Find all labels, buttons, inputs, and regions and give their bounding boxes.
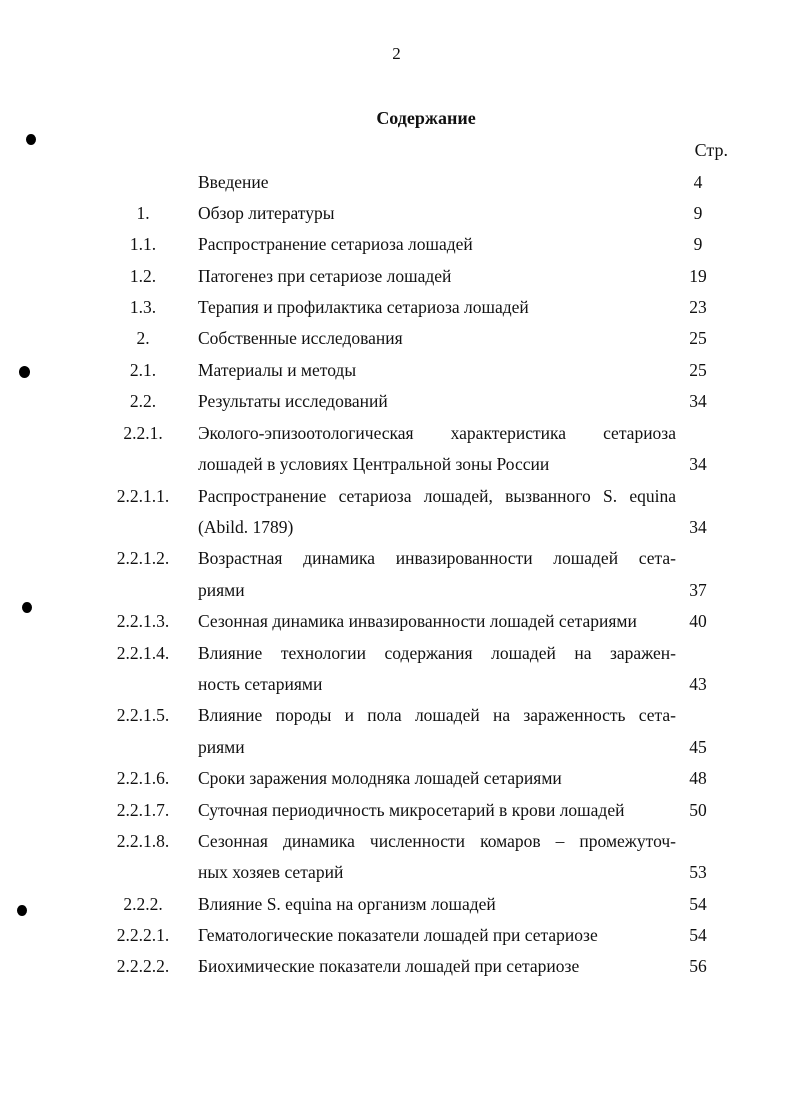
toc-entry (0, 951, 793, 982)
toc-entry (0, 795, 793, 826)
page-column-label: Стр. (694, 140, 728, 160)
toc-entry (0, 889, 793, 920)
toc-entry (0, 323, 793, 354)
toc-entry-title: Сезонная динамика численности комаров – промежуточ- (198, 831, 676, 851)
toc-entry-page: 23 (689, 297, 707, 317)
toc-entry (0, 481, 793, 512)
toc-entry-title: ность сетариями (198, 674, 323, 694)
toc-entry-page: 4 (693, 172, 703, 192)
toc-entry-title: лошадей в условиях Центральной зоны России (198, 454, 550, 474)
toc-entry-title: (Abild. 1789) (198, 517, 294, 537)
toc-entry-title: Введение (198, 172, 269, 192)
toc-entry-page: 40 (689, 611, 707, 631)
toc-entry (0, 826, 793, 857)
toc-entry-page: 56 (689, 956, 707, 976)
toc-entry (0, 638, 793, 669)
toc-entry-page: 50 (689, 800, 707, 820)
toc-entry-continuation (0, 732, 793, 763)
toc-entry-title: Распространение сетариоза лошадей, вызванного S. equina (198, 486, 676, 506)
toc-entry (0, 920, 793, 951)
scan-blot (19, 366, 30, 378)
toc-entry-number: 2.2.2.2. (116, 956, 170, 976)
toc-entry-continuation (0, 575, 793, 606)
toc-entry-title: Сроки заражения молодняка лошадей сетариями (198, 768, 562, 788)
toc-entry-number: 2.2. (129, 391, 157, 411)
toc-entry-title: Гематологические показатели лошадей при сетариозе (198, 925, 598, 945)
toc-entry-title: Результаты исследований (198, 391, 388, 411)
toc-entry (0, 700, 793, 731)
toc-entry-continuation (0, 669, 793, 700)
toc-entry-title: Сезонная динамика инвазированности лошадей сетариями (198, 611, 637, 631)
toc-entry-title: Эколого-эпизоотологическая характеристика сетариоза (198, 423, 676, 443)
toc-entry-page: 45 (689, 737, 707, 757)
toc-entry (0, 261, 793, 292)
toc-entry-title: Патогенез при сетариозе лошадей (198, 266, 452, 286)
toc-entry-number: 2.2.1.5. (116, 705, 170, 725)
toc-entry-number: 2.2.1.6. (116, 768, 170, 788)
toc-entry-number: 2.2.1.4. (116, 643, 170, 663)
toc-entry-page: 53 (689, 862, 707, 882)
toc-entry-title: Возрастная динамика инвазированности лошадей сета- (198, 548, 676, 568)
toc-entry-page: 19 (689, 266, 707, 286)
toc-entry-number: 2.2.1.8. (116, 831, 170, 851)
toc-entry-number: 2.2.1.2. (116, 548, 170, 568)
toc-entry-title: ных хозяев сетарий (198, 862, 344, 882)
toc-title: Содержание (376, 108, 476, 128)
toc-entry-page: 37 (689, 580, 707, 600)
toc-entry (0, 167, 793, 198)
toc-entry-number: 2.2.1.3. (116, 611, 170, 631)
toc-entry-title: Влияние породы и пола лошадей на зараженность сета- (198, 705, 676, 725)
toc-entry-page: 34 (689, 454, 707, 474)
toc-entry-number: 2.1. (129, 360, 157, 380)
toc-entry-title: Влияние S. equina на организм лошадей (198, 894, 496, 914)
toc-entry-continuation (0, 449, 793, 480)
toc-entry-page: 48 (689, 768, 707, 788)
toc-entry-title: Суточная периодичность микросетарий в крови лошадей (198, 800, 625, 820)
toc-entry-number: 2.2.1. (123, 423, 163, 443)
toc-entry-page: 25 (689, 360, 707, 380)
toc-entry-title: Материалы и методы (198, 360, 357, 380)
toc-entry-number: 2.2.1.1. (116, 486, 170, 506)
toc-entry-title: риями (198, 580, 245, 600)
toc-entry-page: 9 (693, 203, 703, 223)
toc-entry-title: Собственные исследования (198, 328, 403, 348)
scan-blot (17, 905, 27, 916)
toc-entry (0, 418, 793, 449)
toc-entry-continuation (0, 512, 793, 543)
toc-entry-page: 54 (689, 894, 707, 914)
toc-entry-continuation (0, 857, 793, 888)
toc-entry-title: Распространение сетариоза лошадей (198, 234, 473, 254)
page-number: 2 (392, 44, 401, 63)
toc-entry-title: Биохимические показатели лошадей при сетариозе (198, 956, 580, 976)
toc-entry-number: 2. (136, 328, 150, 348)
toc-entry-title: Обзор литературы (198, 203, 335, 223)
toc-entry-page: 54 (689, 925, 707, 945)
toc-entry-number: 1.3. (129, 297, 157, 317)
toc-entry-number: 2.2.1.7. (116, 800, 170, 820)
toc-entry (0, 606, 793, 637)
toc-entry-page: 9 (693, 234, 703, 254)
scan-blot (26, 134, 36, 145)
scan-blot (22, 602, 32, 613)
toc-entry (0, 386, 793, 417)
toc-entry-page: 34 (689, 517, 707, 537)
toc-entry-number: 1.1. (129, 234, 157, 254)
toc-entry (0, 198, 793, 229)
toc-entry (0, 292, 793, 323)
toc-entry-page: 34 (689, 391, 707, 411)
toc-entry-title: Терапия и профилактика сетариоза лошадей (198, 297, 529, 317)
toc-entry-page: 43 (689, 674, 707, 694)
toc-entry (0, 355, 793, 386)
toc-entry-title: риями (198, 737, 245, 757)
toc-entry (0, 543, 793, 574)
toc-entry-title: Влияние технологии содержания лошадей на заражен- (198, 643, 676, 663)
toc-entry-number: 2.2.2.1. (116, 925, 170, 945)
toc-entry (0, 229, 793, 260)
toc-entry-number: 2.2.2. (123, 894, 163, 914)
toc-entry (0, 763, 793, 794)
toc-entry-number: 1.2. (129, 266, 157, 286)
toc-entry-page: 25 (689, 328, 707, 348)
toc-entry-number: 1. (136, 203, 150, 223)
